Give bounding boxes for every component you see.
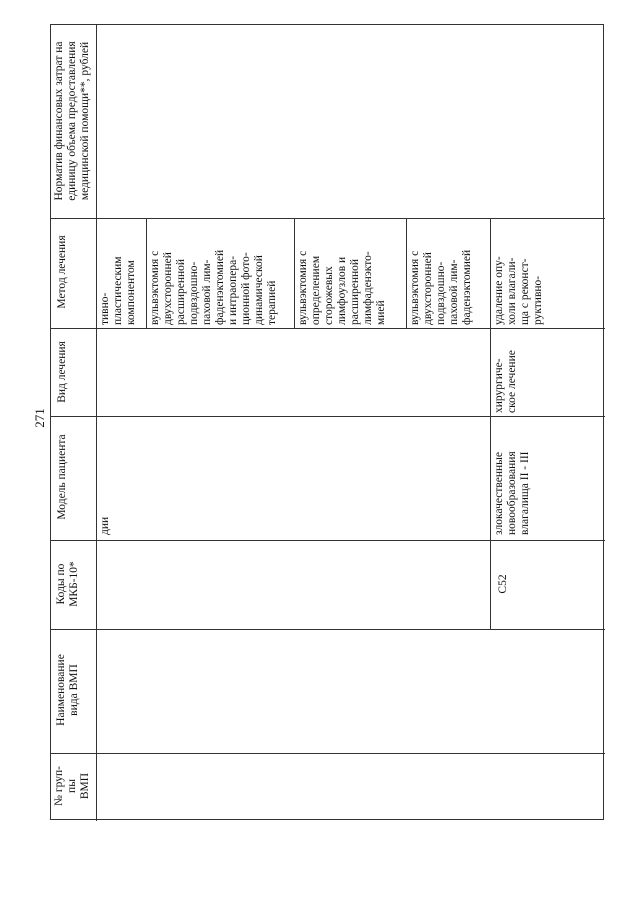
method-item-4: вульвэктомия с двухсторонней подвздошно- паховой лим- фаденэктомией — [409, 249, 473, 325]
header-vmp-name: Наименование вида ВМП — [55, 654, 80, 726]
page-number: 271 — [32, 408, 47, 428]
new-row-mkb-code: C52 — [497, 574, 509, 594]
header-group-no: № груп- пы ВМП — [53, 766, 91, 806]
col-divider-model — [51, 540, 605, 541]
header-mkb-codes: Коды по МКБ-10* — [55, 561, 80, 607]
header-treatment-method: Метод лечения — [56, 235, 68, 309]
header-patient-model: Модель пациента — [56, 434, 68, 520]
subrow-divider-1 — [146, 218, 147, 328]
col-divider-type — [51, 416, 605, 417]
method-item-2: вульвэктомия с двухсторонней расширенной подвздошно- паховой лим- фаденэктомией и интраопера- ционной фото- динамической терапией — [149, 249, 278, 325]
patient-model-continuation: дии — [99, 516, 111, 535]
col-divider-method — [51, 328, 605, 329]
new-row-treatment-method: удаление опу- холи влагали- ща с реконст- руктивно- — [493, 256, 544, 325]
row-divider — [490, 218, 491, 629]
subrow-divider-3 — [406, 218, 407, 328]
col-divider-cost — [51, 218, 605, 219]
header-row-divider — [96, 25, 97, 821]
header-cost-norm: Норматив финансовых затрат на единицу объема предоставления медицинской помощи**, рублей — [53, 41, 91, 201]
new-row-treatment-type: хирургиче- ское лечение — [493, 350, 518, 413]
method-item-1: тивно- пластическим компонентом — [99, 256, 137, 325]
col-divider-codes — [51, 629, 605, 630]
subrow-divider-2 — [294, 218, 295, 328]
col-divider-name — [51, 753, 605, 754]
header-treatment-type: Вид лечения — [56, 341, 68, 403]
vmp-table — [50, 24, 604, 820]
method-item-3: вульвэктомия с определением сторожевых лимфоузлов и расширенной лимфаденэкто- мией — [297, 250, 387, 325]
new-row-patient-model: злокачественные новообразования влагалища II - III — [493, 451, 531, 535]
